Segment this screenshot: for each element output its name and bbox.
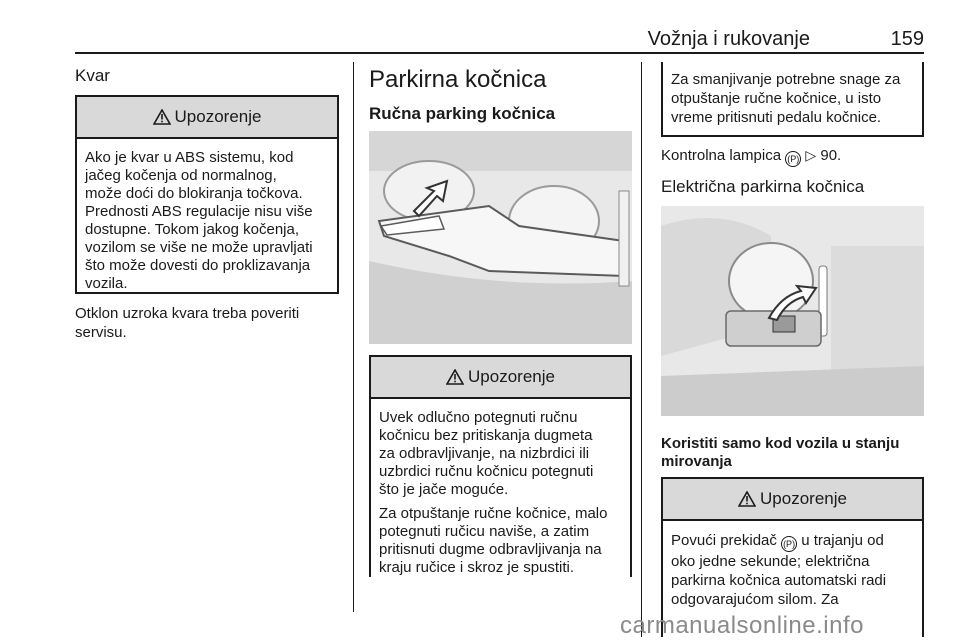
text-line: parkirna kočnica automatski radi	[671, 572, 887, 589]
electric-brake-illustration	[661, 206, 924, 416]
section-heading-parking-brake: Parkirna kočnica	[369, 66, 547, 93]
control-lamp-reference	[661, 146, 841, 167]
text-line: Za smanjivanje potrebne snage za	[671, 71, 901, 88]
text-line: pritisnuti dugme odbravljivanja na	[379, 541, 602, 558]
text-fragment: Povući prekidač	[671, 532, 777, 549]
parking-brake-lamp-icon: (P)	[785, 151, 801, 167]
text-line: kočnicu bez pritiskanja dugmeta	[379, 427, 593, 444]
text-line: oko jedne sekunde; električna	[671, 553, 870, 570]
text-line: dostupne. Tokom jakog kočenja,	[85, 221, 300, 238]
paragraph-service	[75, 304, 299, 342]
text-line: može doći do blokiranja točkova.	[85, 185, 303, 202]
warning-label: Upozorenje	[174, 107, 262, 126]
warning-paragraph	[379, 409, 622, 499]
text-line: Koristiti samo kod vozila u stanju	[661, 435, 900, 452]
lamp-text: Kontrolna lampica	[661, 147, 782, 164]
warning-paragraph	[379, 505, 622, 577]
text-line: odgovarajućom silom. Za	[671, 591, 839, 608]
section-heading-electric-brake: Električna parkirna kočnica	[661, 177, 865, 196]
text-fragment: u trajanju od	[801, 532, 884, 549]
note-box-brake-pedal	[661, 62, 924, 137]
warning-triangle-icon	[738, 491, 756, 507]
text-line: vozila.	[85, 275, 128, 292]
text-line: mirovanja	[661, 453, 732, 470]
watermark: carmanualsonline.info	[620, 612, 864, 639]
text-line: jačeg kočenja od normalnog,	[85, 167, 277, 184]
header-rule	[75, 52, 924, 54]
text-line: kraju ručice i skroz je spustiti.	[379, 559, 575, 576]
subheading-hand-brake: Ručna parking kočnica	[369, 104, 556, 123]
text-line: što je jače moguće.	[379, 481, 509, 498]
page-reference-arrow-icon: ▷	[805, 147, 817, 163]
text-line: uzbrdici ručnu kočnicu potegnuti	[379, 463, 594, 480]
text-line: potegnuti ručicu naviše, a zatim	[379, 523, 590, 540]
text-line: Otklon uzroka kvara treba poveriti	[75, 305, 300, 322]
text-line: Uvek odlučno potegnuti ručnu	[379, 409, 578, 426]
warning-text	[77, 139, 337, 293]
warning-text	[663, 521, 922, 609]
text-line: što može dovesti do proklizavanja	[85, 257, 311, 274]
warning-triangle-icon	[153, 109, 171, 125]
text-line: otpuštanje ručne kočnice, u isto	[671, 90, 882, 107]
hand-brake-illustration	[369, 131, 632, 344]
parking-brake-switch-icon: (P)	[781, 536, 797, 552]
warning-triangle-icon	[446, 369, 464, 385]
note-stationary-only	[661, 435, 899, 471]
page-reference[interactable]: 90.	[820, 147, 842, 164]
warning-header	[663, 479, 922, 521]
text-line: Prednosti ABS regulacije nisu više	[85, 203, 313, 220]
column-divider-2	[641, 62, 642, 637]
text-line: vozilom se više ne može upravljati	[85, 239, 313, 256]
text-line: servisu.	[75, 324, 127, 341]
warning-label: Upozorenje	[468, 367, 555, 386]
warning-header	[371, 357, 630, 399]
page-number: 159	[890, 28, 924, 50]
section-heading-kvar: Kvar	[75, 66, 110, 85]
column-divider-1	[353, 62, 354, 612]
text-line: za odbravljivanje, na nizbrdici ili	[379, 445, 590, 462]
text-line	[671, 531, 914, 552]
warning-box-hand-brake	[369, 355, 632, 577]
text-line: Za otpuštanje ručne kočnice, malo	[379, 505, 608, 522]
warning-box-abs	[75, 95, 339, 294]
warning-header	[77, 97, 337, 139]
warning-text	[371, 399, 630, 577]
text-line: vreme pritisnuti pedalu kočnice.	[671, 109, 882, 126]
warning-label: Upozorenje	[760, 489, 847, 508]
text-line: Ako je kvar u ABS sistemu, kod	[85, 149, 294, 166]
running-header-title: Vožnja i rukovanje	[647, 28, 810, 50]
